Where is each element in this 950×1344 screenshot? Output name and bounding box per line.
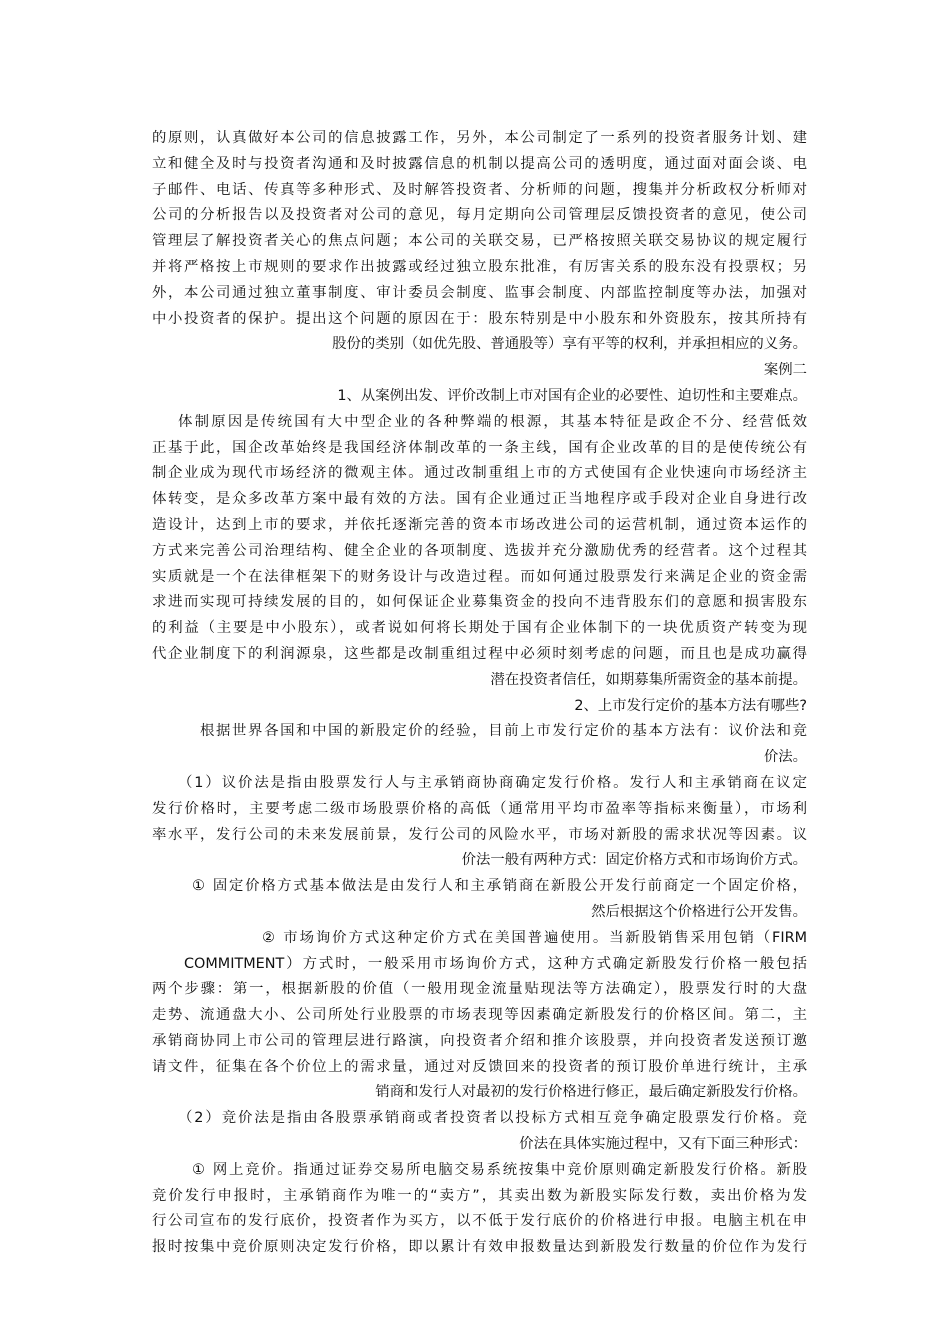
text-line: 价法一般有两种方式：固定价格方式和市场询价方式。 bbox=[461, 852, 807, 869]
text-line: 实质就是一个在法律框架下的财务设计与改造过程。而如何通过股票发行来满足企业的资金需 bbox=[152, 568, 807, 585]
text-line: 管理层了解投资者关心的焦点问题；本公司的关联交易，已严格按照关联交易协议的规定履行 bbox=[152, 233, 807, 250]
text-line: 代企业制度下的利润源泉，这些都是改制重组过程中必须时刻考虑的问题，而且也是成功赢得 bbox=[152, 645, 807, 662]
text-line: 价法。 bbox=[763, 749, 807, 766]
text-line: 请文件，征集在各个价位上的需求量，通过对反馈回来的投资者的预订股价单进行统计，主承 bbox=[152, 1058, 807, 1075]
text-line: 发行价格时，主要考虑二级市场股票价格的高低（通常用平均市盈率等指标来衡量），市场利 bbox=[152, 800, 807, 817]
text-line: 走势、流通盘大小、公司所处行业股票的市场表现等因素确定新股发行的价格区间。第二，主 bbox=[152, 1007, 807, 1024]
text-line: 外，本公司通过独立董事制度、审计委员会制度、监事会制度、内部监控制度等办法，加强对 bbox=[152, 284, 807, 301]
text-line: 行公司宣布的发行底价，投资者作为买方，以不低于发行底价的价格进行申报。电脑主机在申 bbox=[152, 1213, 807, 1230]
text-line: 率水平，发行公司的未来发展前景，发行公司的风险水平，市场对新股的需求状况等因素。议 bbox=[152, 826, 807, 843]
text-line: 体转变，是众多改革方案中最有效的方法。国有企业通过正当地程序或手段对企业自身进行改 bbox=[152, 491, 807, 508]
text-line: 1、从案例出发、评价改制上市对国有企业的必要性、迫切性和主要难点。 bbox=[337, 387, 807, 404]
text-line: 中小投资者的保护。提出这个问题的原因在于：股东特别是中小股东和外资股东，按其所持有 bbox=[152, 310, 807, 327]
text-line: ① 网上竞价。指通过证券交易所电脑交易系统按集中竞价原则确定新股发行价格。新股 bbox=[192, 1161, 807, 1178]
text-line: COMMITMENT）方式时，一般采用市场询价方式，这种方式确定新股发行价格一般包括 bbox=[184, 955, 807, 972]
text-line: 案例二 bbox=[763, 362, 807, 379]
text-line: 方式来完善公司治理结构、健全企业的各项制度、选拔并充分激励优秀的经营者。这个过程其 bbox=[152, 542, 807, 559]
text-line: ① 固定价格方式基本做法是由发行人和主承销商在新股公开发行前商定一个固定价格， bbox=[192, 878, 807, 895]
text-line: 制企业成为现代市场经济的微观主体。通过改制重组上市的方式使国有企业快速向市场经济主 bbox=[152, 465, 807, 482]
text-line: 承销商协同上市公司的管理层进行路演，向投资者介绍和推介该股票，并向投资者发送预订邀 bbox=[152, 1032, 807, 1049]
text-line: （1）议价法是指由股票发行人与主承销商协商确定发行价格。发行人和主承销商在议定 bbox=[178, 774, 807, 791]
text-line: 的利益（主要是中小股东），或者说如何将长期处于国有企业体制下的一块优质资产转变为现 bbox=[152, 620, 807, 637]
text-line: 正基于此，国企改革始终是我国经济体制改革的一条主线，国有企业改革的目的是使传统公有 bbox=[152, 439, 807, 456]
text-line: 股份的类别（如优先股、普通股等）享有平等的权利，并承担相应的义务。 bbox=[332, 336, 807, 353]
text-line: 销商和发行人对最初的发行价格进行修正，最后确定新股发行价格。 bbox=[375, 1084, 807, 1101]
text-line: 2、上市发行定价的基本方法有哪些? bbox=[574, 697, 807, 714]
text-line: 报时按集中竞价原则决定发行价格，即以累计有效申报数量达到新股发行数量的价位作为发行 bbox=[152, 1239, 807, 1256]
text-line: 然后根据这个价格进行公开发售。 bbox=[591, 903, 807, 920]
text-line: 根据世界各国和中国的新股定价的经验，目前上市发行定价的基本方法有：议价法和竞 bbox=[200, 723, 807, 740]
text-line: 求进而实现可持续发展的目的，如何保证企业募集资金的投向不违背股东们的意愿和损害股东 bbox=[152, 594, 807, 611]
text-line: 价法在具体实施过程中，又有下面三种形式： bbox=[519, 1136, 807, 1153]
text-line: 公司的分析报告以及投资者对公司的意见，每月定期向公司管理层反馈投资者的意见，使公司 bbox=[152, 207, 807, 224]
text-line: ② 市场询价方式这种定价方式在美国普遍使用。当新股销售采用包销（FIRM bbox=[262, 929, 807, 946]
text-line: 体制原因是传统国有大中型企业的各种弊端的根源，其基本特征是政企不分、经营低效 bbox=[178, 413, 807, 430]
document-body bbox=[152, 126, 807, 1261]
text-line: （2）竞价法是指由各股票承销商或者投资者以投标方式相互竞争确定股票发行价格。竞 bbox=[178, 1110, 807, 1127]
text-line: 造设计，达到上市的要求，并依托逐渐完善的资本市场改进公司的运营机制，通过资本运作的 bbox=[152, 516, 807, 533]
text-line: 立和健全及时与投资者沟通和及时披露信息的机制以提高公司的透明度，通过面对面会谈、电 bbox=[152, 155, 807, 172]
text-line: 的原则，认真做好本公司的信息披露工作，另外，本公司制定了一系列的投资者服务计划、建 bbox=[152, 130, 807, 146]
text-line: 竞价发行申报时，主承销商作为唯一的“卖方”，其卖出数为新股实际发行数，卖出价格为发 bbox=[152, 1187, 807, 1204]
text-line: 两个步骤：第一，根据新股的价值（一般用现金流量贴现法等方法确定），股票发行时的大盘 bbox=[152, 981, 807, 998]
text-line: 潜在投资者信任，如期募集所需资金的基本前提。 bbox=[490, 671, 807, 688]
text-line: 子邮件、电话、传真等多种形式、及时解答投资者、分析师的问题，搜集并分析政权分析师对 bbox=[152, 181, 807, 198]
text-line: 并将严格按上市规则的要求作出披露或经过独立股东批准，有厉害关系的股东没有投票权；另 bbox=[152, 258, 807, 275]
